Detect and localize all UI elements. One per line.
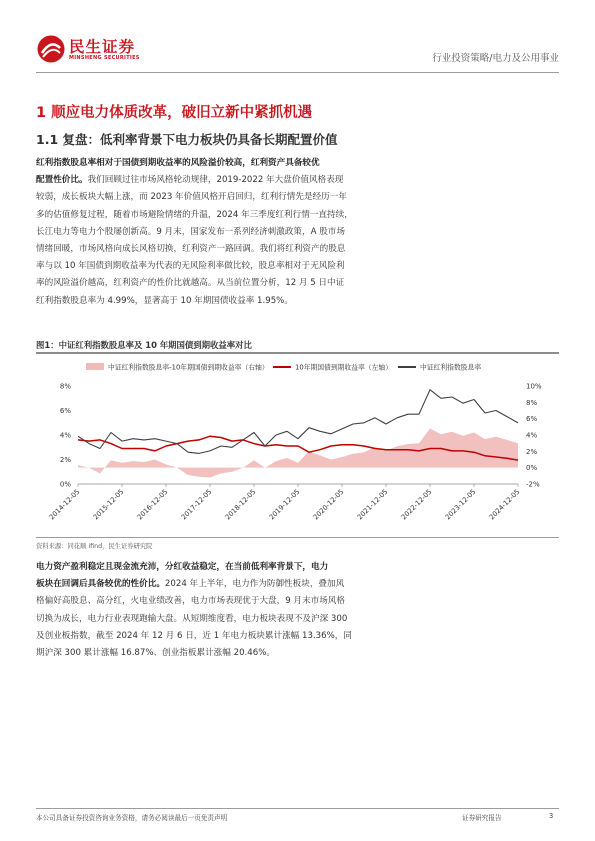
legend-label: 10年期国债到期收益率（左轴） — [295, 363, 393, 372]
figure-title: 图1：中证红利指数股息率及 10 年期国债到期收益率对比 — [36, 340, 252, 350]
y-left-tick-label: 8% — [59, 382, 71, 391]
page-header — [36, 28, 559, 72]
paragraph-line: 及创业板指数，截至 2024 年 12 月 6 日，近 1 年电力板块累计涨幅 13.36%，同 — [36, 630, 352, 641]
y-right-tick-label: 10% — [526, 382, 542, 391]
footer-divider — [36, 808, 559, 809]
paragraph-line: 红利指数股息率为 4.99%，显著高于 10 年期国债收益率 1.95%。 — [36, 295, 293, 306]
series-area-spread — [78, 429, 518, 478]
figure-top-rule — [36, 352, 559, 354]
x-tick-label: 2014-12-05 — [47, 487, 82, 522]
paragraph-line: 电力资产盈利稳定且现金流充沛，分红收益稳定，在当前低利率背景下，电力 — [36, 562, 329, 572]
y-right-tick-label: 8% — [526, 398, 538, 407]
paragraph-line: 配置性价比。我们回顾过往市场风格轮动规律，2019-2022 年大盘价值风格表现 — [36, 175, 344, 186]
legend-swatch — [86, 363, 104, 370]
subsection-heading: 1.1 复盘：低利率背景下电力板块仍具备长期配置价值 — [36, 132, 338, 147]
paragraph-line: 较弱，成长板块大幅上涨，而 2023 年价值风格开启回归，红利行情先是经历一年 — [36, 192, 347, 203]
logo-text-cn: 民生证券 — [69, 38, 136, 56]
dividend-yield-chart — [36, 356, 559, 536]
x-tick-label: 2018-12-05 — [223, 487, 258, 522]
paragraph-line: 率与以 10 年国债到期收益率为代表的无风险利率做比较，股息率相对于无风险利 — [36, 261, 345, 272]
y-left-tick-label: 6% — [59, 407, 71, 415]
paragraph-line: 情绪回暖，市场风格向成长风格切换，红利资产一路回调。我们将红利资产的股息 — [36, 243, 346, 254]
paragraph-line: 切换为成长，电力行业表现跑输大盘。从短期维度看，电力板块表现不及沪深 300 — [36, 613, 348, 624]
x-tick-label: 2024-12-05 — [487, 487, 522, 522]
x-tick-label: 2015-12-05 — [91, 487, 126, 522]
report-category: 行业投资策略/电力及公用事业 — [432, 53, 559, 64]
y-right-tick-label: 0% — [526, 464, 538, 473]
paragraph-line: 红利指数股息率相对于国债到期收益率的风险溢价较高，红利资产具备较优 — [36, 158, 320, 168]
paragraph-line: 多的估值修复过程，随着市场避险情绪的升温，2024 年三季度红利行情一直持续， — [36, 209, 353, 220]
x-tick-label: 2023-12-05 — [443, 487, 478, 522]
header-divider — [36, 72, 559, 73]
y-right-tick-label: -2% — [526, 480, 540, 489]
paragraph-line: 格偏好高股息、高分红，火电业绩改善，电力市场表现优于大盘，9 月末市场风格 — [36, 596, 345, 607]
paragraph-line: 板块在回调后具备较优的性价比。2024 年上半年，电力作为防御性板块，叠加风 — [36, 579, 345, 590]
footer-report-type: 证券研究报告 — [462, 814, 502, 822]
minsheng-logo-icon — [36, 34, 66, 64]
x-tick-label: 2019-12-05 — [267, 487, 302, 522]
page-number: 3 — [549, 812, 554, 820]
y-left-tick-label: 2% — [59, 456, 71, 464]
paragraph-line: 率的风险溢价越高，红利资产的性价比就越高。从当前位置分析，12 月 5 日中证 — [36, 278, 345, 289]
x-tick-label: 2020-12-05 — [311, 487, 346, 522]
logo-text-en: MINSHENG SECURITIES — [69, 55, 140, 61]
figure-bottom-rule — [36, 537, 559, 538]
paragraph-line: 期沪深 300 累计涨幅 16.87%、创业指板累计涨幅 20.46%。 — [36, 647, 275, 658]
x-tick-label: 2017-12-05 — [179, 487, 214, 522]
legend-label: 中证红利指数股息率 — [420, 363, 482, 372]
paragraph-line: 长江电力等电力个股屡创新高。9 月末，国家发布一系列经济刺激政策，A 股市场 — [36, 226, 345, 237]
section-heading: 1 顺应电力体质改革，破旧立新中紧抓机遇 — [36, 105, 313, 121]
y-right-tick-label: 4% — [526, 431, 538, 440]
x-tick-label: 2021-12-05 — [355, 487, 390, 522]
y-left-tick-label: 0% — [59, 480, 71, 489]
x-tick-label: 2016-12-05 — [135, 487, 170, 522]
y-left-tick-label: 4% — [59, 431, 71, 440]
y-right-tick-label: 6% — [526, 415, 538, 424]
y-right-tick-label: 2% — [526, 447, 538, 456]
figure-source: 资料来源：同花顺 ifind，民生证券研究院 — [36, 543, 153, 550]
legend-label: 中证红利指数股息率-10年期国债到期收益率（右轴） — [108, 363, 269, 372]
paragraph-dividend — [36, 155, 559, 310]
paragraph-power-sector — [36, 559, 559, 662]
company-logo — [36, 34, 186, 66]
x-tick-label: 2022-12-05 — [399, 487, 434, 522]
footer-disclaimer: 本公司具备证券投资咨询业务资格，请务必阅读最后一页免责声明 — [36, 814, 228, 822]
